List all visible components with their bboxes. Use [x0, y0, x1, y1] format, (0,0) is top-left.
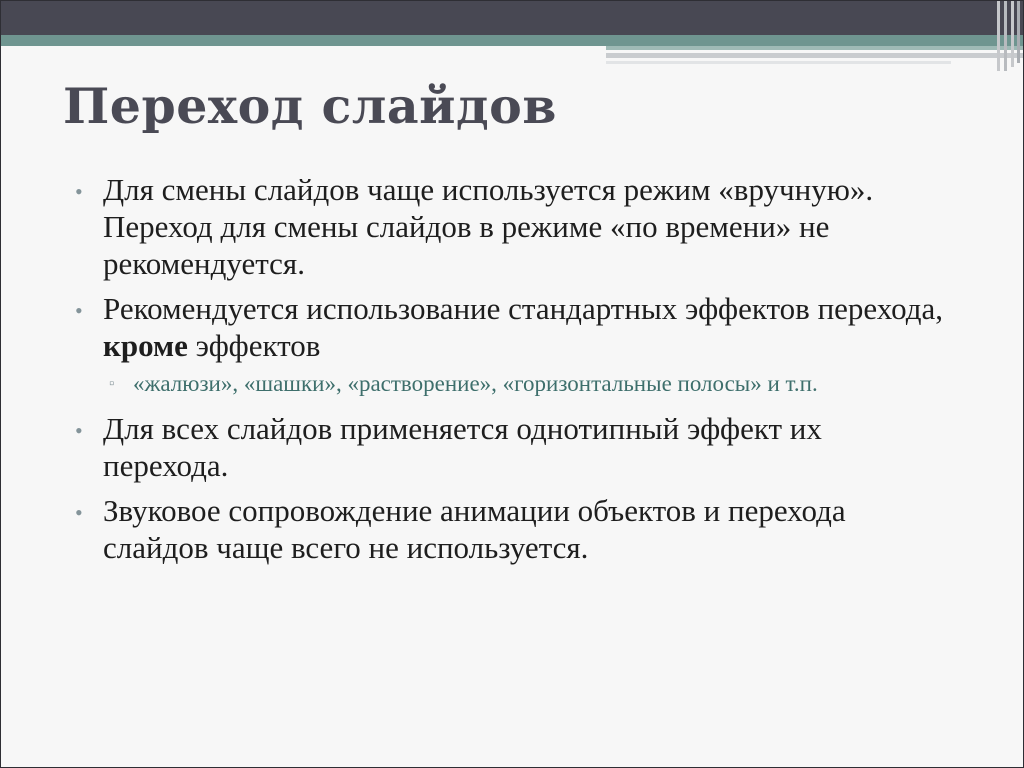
bullet-list — [75, 171, 955, 574]
bullet-icon: • — [75, 500, 83, 525]
bullet-text: эффектов — [187, 328, 321, 363]
bullet-text: Для всех слайдов применяется однотипный эффект их перехода. — [103, 411, 822, 483]
sub-bullet-icon: ▫ — [109, 376, 115, 392]
decor-vertical-bar — [1017, 1, 1020, 63]
decor-vertical-bar — [1011, 1, 1014, 67]
bullet-item — [75, 171, 955, 282]
bullet-text: Для смены слайдов чаще используется режим «вручную». Переход для смены слайдов в режиме «по времени» не рекомендуется. — [103, 172, 874, 281]
slide-title: Переход слайдов — [63, 77, 557, 135]
bullet-item — [75, 492, 955, 566]
header-band-teal — [1, 35, 1023, 46]
header-stripe-teal — [606, 46, 1023, 50]
bullet-item — [75, 290, 955, 364]
header-stripe-light — [606, 53, 1023, 58]
decor-vertical-bar — [997, 1, 1000, 71]
bullet-item — [75, 410, 955, 484]
bullet-bold-text: кроме — [103, 328, 188, 363]
bullet-icon: • — [75, 418, 83, 443]
header-band-dark — [1, 1, 1023, 35]
bullet-icon: • — [75, 298, 83, 323]
bullet-text: Звуковое сопровождение анимации объектов и перехода слайдов чаще всего не используется. — [103, 493, 846, 565]
sub-bullet-text: «жалюзи», «шашки», «растворение», «горизонтальные полосы» и т.п. — [133, 371, 818, 396]
decor-vertical-bar — [1004, 1, 1007, 71]
bullet-icon: • — [75, 179, 83, 204]
sub-bullet-item — [75, 370, 955, 398]
bullet-text: Рекомендуется использование стандартных эффектов перехода, — [103, 291, 943, 326]
header-stripe-white — [606, 61, 951, 64]
